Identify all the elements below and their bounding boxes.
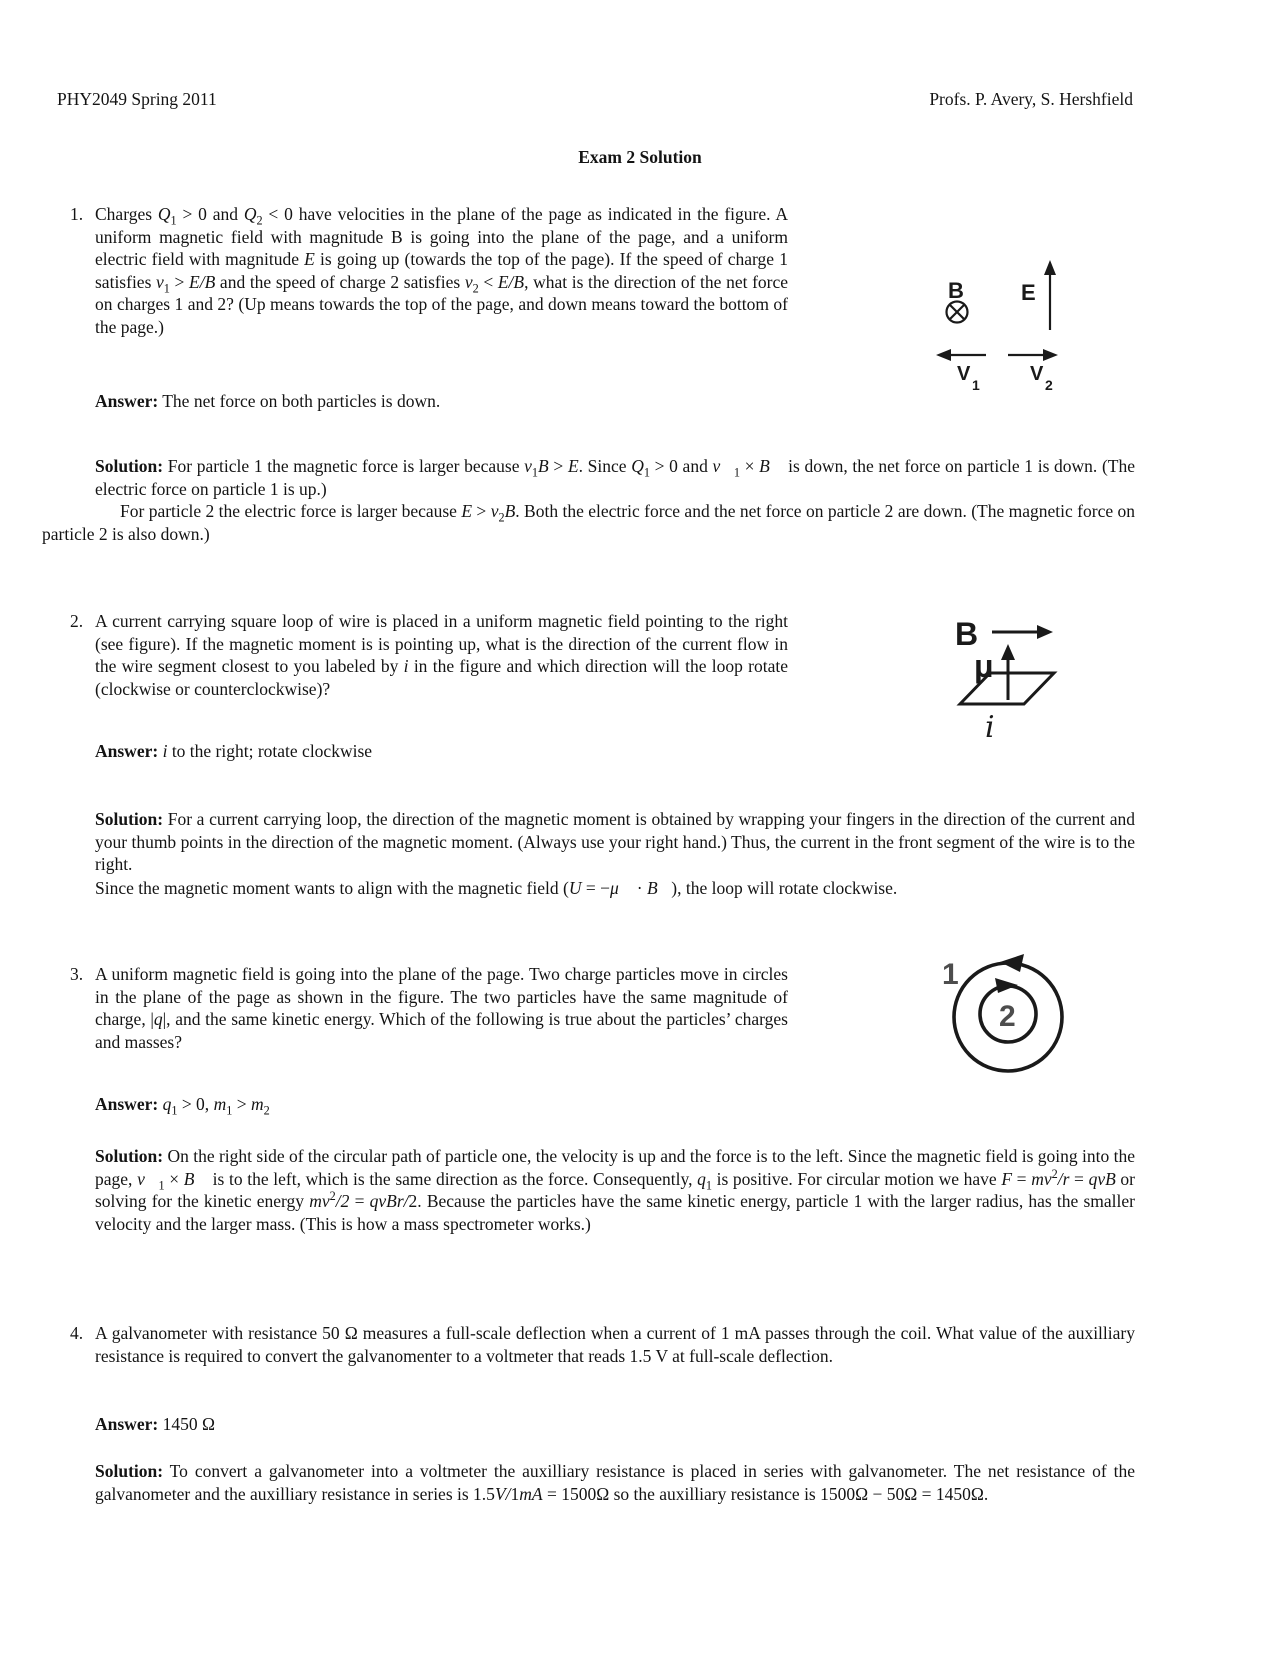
v2-label: V (1030, 363, 1044, 385)
e-field-arrow-icon (1044, 260, 1056, 330)
problem-4-text: A galvanometer with resistance 50 Ω measures a full-scale deflection when a current of 1 mA passes through the coil. What value of the auxilliary resistance is required to convert the galvanomenter to a voltmeter that reads 1.5 V at full-scale deflection. (95, 1323, 1135, 1366)
figure-field-directions (925, 255, 1070, 395)
b-field-label: B (948, 278, 964, 303)
v1-arrow-icon (936, 349, 986, 361)
v1-subscript: 1 (972, 377, 980, 393)
inner-arrowhead-icon (995, 978, 1018, 993)
course-code: PHY2049 Spring 2011 (57, 89, 217, 109)
figure-particle-circles (938, 945, 1078, 1080)
figure-current-loop (940, 600, 1070, 750)
problem-2 (70, 610, 788, 700)
problem-3 (70, 963, 788, 1053)
answer-3: Answer: $q_1 > 0$, $m_1 > m_2$ (95, 1094, 270, 1118)
v2-subscript: 2 (1045, 377, 1053, 393)
particle2-label: 2 (999, 1000, 1016, 1033)
solution-1-paragraph-1: Solution: For particle 1 the magnetic force is larger because $v_1B > E$. Since $Q_1 > 0$ and $v⃗_1$ × B⃗ is down, the net force on particle 1 is down. (The electric force on particle 1 is up.) (95, 456, 1135, 499)
problem-4 (70, 1322, 1135, 1367)
outer-arrowhead-icon (1000, 954, 1024, 972)
mu-label: μ (974, 648, 994, 684)
solution-2-paragraph-1: Solution: For a current carrying loop, the direction of the magnetic moment is obtained by wrapping your fingers in the direction of the current and your thumb points in the direction of the magnetic moment. (Always use your right hand.) Thus, the current in the front segment of the wire is to the right. (95, 809, 1135, 874)
answer-4: Answer: 1450 Ω (95, 1414, 215, 1434)
professors: Profs. P. Avery, S. Hershfield (929, 89, 1133, 109)
exam-title: Exam 2 Solution (578, 147, 702, 167)
e-field-label: E (1021, 280, 1036, 305)
solution-2-paragraph-2: Since the magnetic moment wants to align with the magnetic field (U = −μ⃗ · B⃗), the loop will rotate clockwise. (95, 878, 898, 898)
problem-4-number: 4. (70, 1323, 84, 1343)
b-into-page-icon (947, 302, 968, 323)
answer-1: Answer: The net force on both particles is down. (95, 391, 441, 411)
current-label: i (985, 710, 995, 745)
v1-label: V (957, 363, 971, 385)
solution-3-paragraph-1: Solution: On the right side of the circular path of particle one, the velocity is up and the force is to the left. Since the magnetic field is going into the page, $v⃗_1$ × B⃗ is to the left, which is the same direction as the force. Consequently, $q_1$ is positive. For circular motion we have $F = mv^2/r$ = qvB or solving for the kinetic energy $mv^2/2$ = qvBr/2. Because the particles have the same kinetic energy, particle 1 with the larger radius, has the smaller velocity and the larger mass. (This is how a mass spectrometer works.) (95, 1146, 1136, 1234)
problem-3-text: A uniform magnetic field is going into the plane of the page. Two charge particles move in circles in the plane of the page as shown in the figure. The two particles have the same magnitude of charge, |q|, and the same kinetic energy. Which of the following is true about the particles’ charges and masses? (95, 964, 788, 1052)
solution-1-paragraph-2: For particle 2 the electric force is larger because $E > v_2B$. Both the electric force and the net force on particle 2 are down. (The magnetic force on particle 2 is also down.) (42, 501, 1135, 544)
problem-1-text: Charges $Q_1 > 0$ and $Q_2 < 0$ have velocities in the plane of the page as indicated in the figure. A uniform magnetic field with magnitude B is going into the plane of the page, and a uniform electric field with magnitude E is going up (towards the top of the page). If the speed of charge 1 satisfies $v_1 > E/B$ and the speed of charge 2 satisfies $v_2 < E/B$, what is the direction of the net force on charges 1 and 2? (Up means towards the top of the page, and down means toward the bottom of the page.) (95, 204, 789, 337)
b-field-arrow-icon (992, 625, 1053, 639)
header (57, 88, 1133, 111)
problem-3-number: 3. (70, 964, 84, 984)
answer-2: Answer: i to the right; rotate clockwise (95, 741, 373, 761)
v2-arrow-icon (1008, 349, 1058, 361)
problem-2-number: 2. (70, 611, 84, 631)
problem-1-number: 1. (70, 204, 84, 224)
problem-2-text: A current carrying square loop of wire is placed in a uniform magnetic field pointing to the right (see figure). If the magnetic moment is is pointing up, what is the direction of the current flow in the wire segment closest to you labeled by i in the figure and which direction will the loop rotate (clockwise or counterclockwise)? (95, 611, 789, 699)
problem-1 (70, 203, 788, 338)
solution-4-paragraph-1: Solution: To convert a galvanometer into a voltmeter the auxilliary resistance is placed in series with galvanometer. The net resistance of the galvanometer and the auxilliary resistance in series is 1.5V/1mA = 1500Ω so the auxilliary resistance is 1500Ω − 50Ω = 1450Ω. (95, 1461, 1135, 1504)
b-field-label: B (955, 616, 979, 652)
particle1-label: 1 (942, 958, 959, 991)
